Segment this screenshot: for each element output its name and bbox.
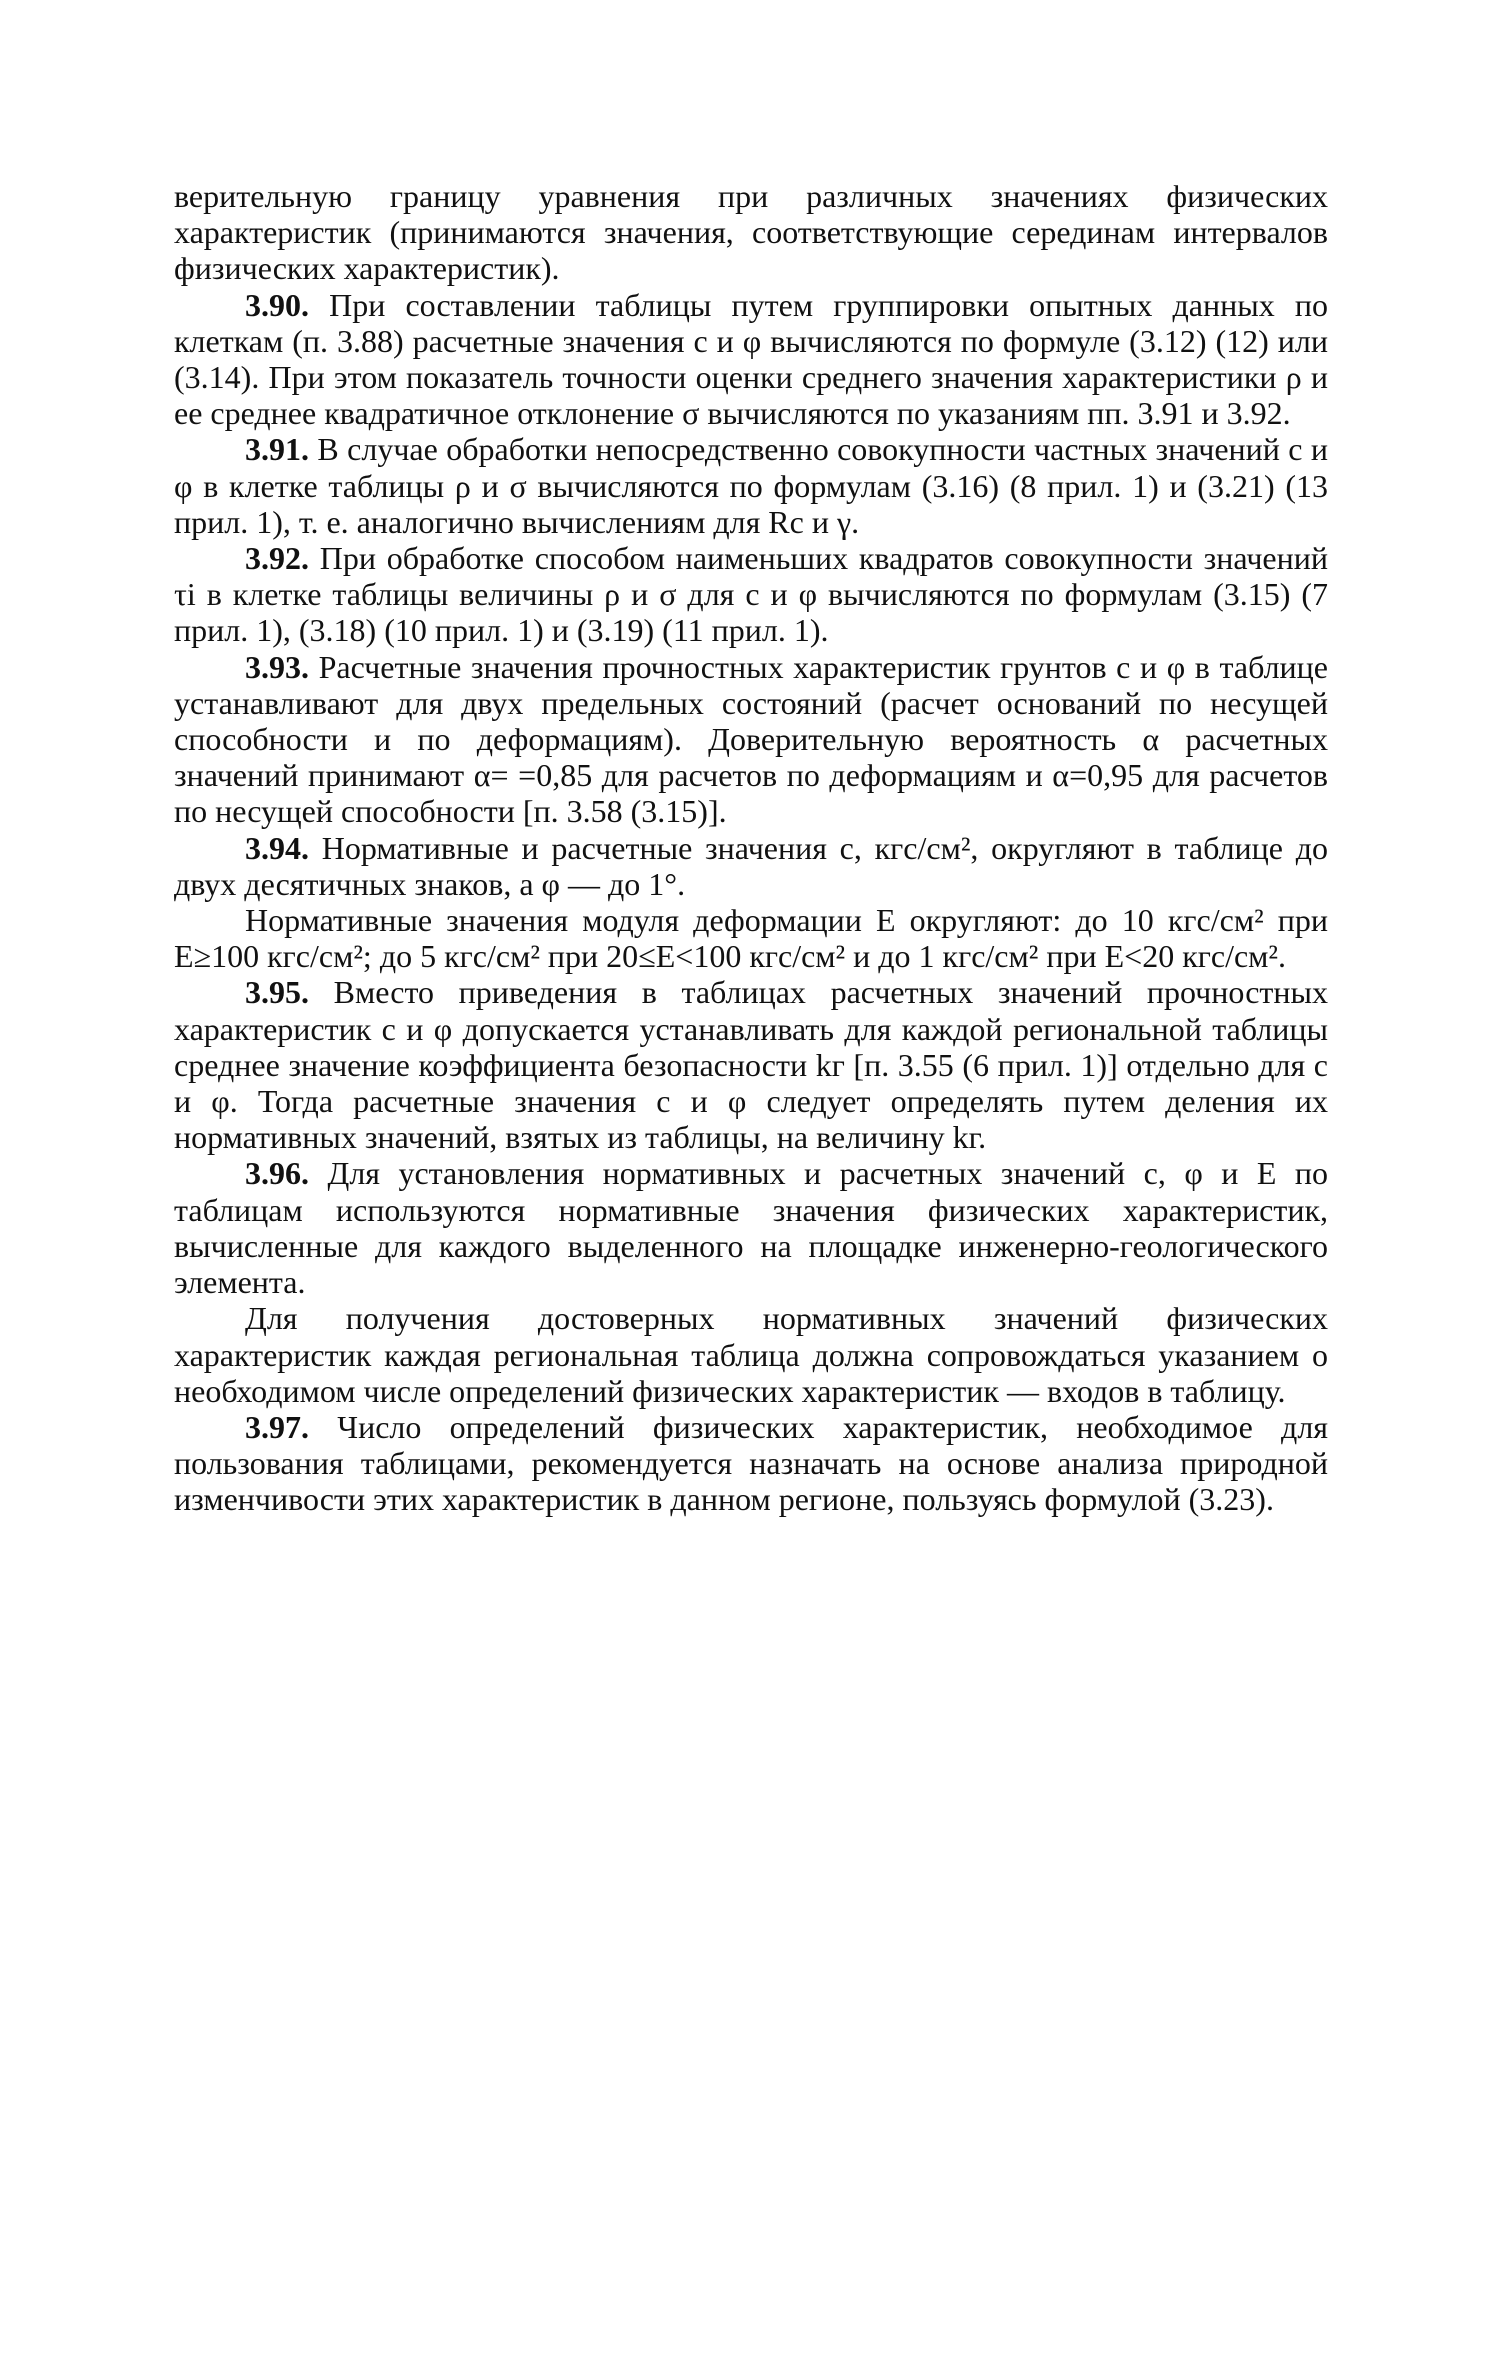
- paragraph-3-96: [174, 1155, 1328, 1300]
- paragraph-3-93: [174, 649, 1328, 830]
- paragraph-3-95: [174, 974, 1328, 1155]
- paragraph-3-94: [174, 830, 1328, 902]
- paragraph-text: Вместо приведения в таблицах расчетных значений прочностных характеристик c и φ допускается устанавливать для каждой региональной таблицы среднее значение коэффициента безопасности kг [п. 3.55 (6 прил. 1)] отдельно для c и φ. Тогда расчетные значения c и φ следует определять путем деления их нормативных значений, взятых из таблицы, на величину kг.: [174, 974, 1328, 1156]
- paragraph-text: Число определений физических характеристик, необходимое для пользования таблицами, рекомендуется назначать на основе анализа природной изменчивости этих характеристик в данном регионе, пользуясь формулой (3.23).: [174, 1408, 1329, 1518]
- paragraph-3-96-continued: [174, 1300, 1328, 1409]
- paragraph-text: При обработке способом наименьших квадратов совокупности значений τi в клетке таблицы величины ρ и σ для c и φ вычисляются по формулам (3.15) (7 прил. 1), (3.18) (10 прил. 1) и (3.19) (11 прил. 1).: [174, 540, 1329, 649]
- page-body: [174, 178, 1328, 1518]
- paragraph-3-92: [174, 540, 1328, 649]
- paragraph-3-97: [174, 1409, 1328, 1518]
- paragraph-continuation: [174, 178, 1328, 287]
- paragraph-number: 3.92.: [245, 540, 309, 577]
- paragraph-text: Расчетные значения прочностных характеристик грунтов c и φ в таблице устанавливают для двух предельных состояний (расчет оснований по несущей способности и по деформациям). Доверительную вероятность α расчетных значений принимают α= =0,85 для расчетов по деформациям и α=0,95 для расчетов по несущей способности [п. 3.58 (3.15)].: [174, 648, 1329, 830]
- paragraph-3-94-continued: [174, 902, 1328, 974]
- paragraph-number: 3.91.: [245, 431, 309, 468]
- paragraph-text: При составлении таблицы путем группировки опытных данных по клеткам (п. 3.88) расчетные значения c и φ вычисляются по формуле (3.12) (12) или (3.14). При этом показатель точности оценки среднего значения характеристики ρ и ее среднее квадратичное отклонение σ вычисляются по указаниям пп. 3.91 и 3.92.: [174, 286, 1329, 432]
- paragraph-text: Нормативные и расчетные значения c, кгс/см², округляют в таблице до двух десятичных знаков, а φ — до 1°.: [174, 829, 1329, 902]
- paragraph-number: 3.93.: [245, 648, 309, 685]
- paragraph-number: 3.97.: [245, 1408, 309, 1445]
- paragraph-number: 3.96.: [245, 1155, 309, 1192]
- paragraph-text: Для установления нормативных и расчетных значений c, φ и E по таблицам используются нормативные значения физических характеристик, вычисленные для каждого выделенного на площадке инженерно-геологического элемента.: [174, 1155, 1329, 1301]
- paragraph-text: Для получения достоверных нормативных значений физических характеристик каждая региональная таблица должна сопровождаться указанием о необходимом числе определений физических характеристик — входов в таблицу.: [174, 1300, 1328, 1409]
- paragraph-text: В случае обработки непосредственно совокупности частных значений c и φ в клетке таблицы ρ и σ вычисляются по формулам (3.16) (8 прил. 1) и (3.21) (13 прил. 1), т. е. аналогично вычислениям для Rс и γ.: [174, 431, 1329, 540]
- paragraph-3-91: [174, 431, 1328, 540]
- paragraph-number: 3.94.: [245, 829, 309, 866]
- paragraph-number: 3.90.: [245, 286, 309, 323]
- paragraph-text: верительную границу уравнения при различных значениях физических характеристик (принимаются значения, соответствующие серединам интервалов физических характеристик).: [174, 178, 1328, 287]
- paragraph-number: 3.95.: [245, 974, 309, 1011]
- paragraph-3-90: [174, 287, 1328, 432]
- paragraph-text: Нормативные значения модуля деформации E округляют: до 10 кгс/см² при E≥100 кгс/см²; до 5 кгс/см² при 20≤E<100 кгс/см² и до 1 кгс/см² при E<20 кгс/см².: [174, 902, 1328, 975]
